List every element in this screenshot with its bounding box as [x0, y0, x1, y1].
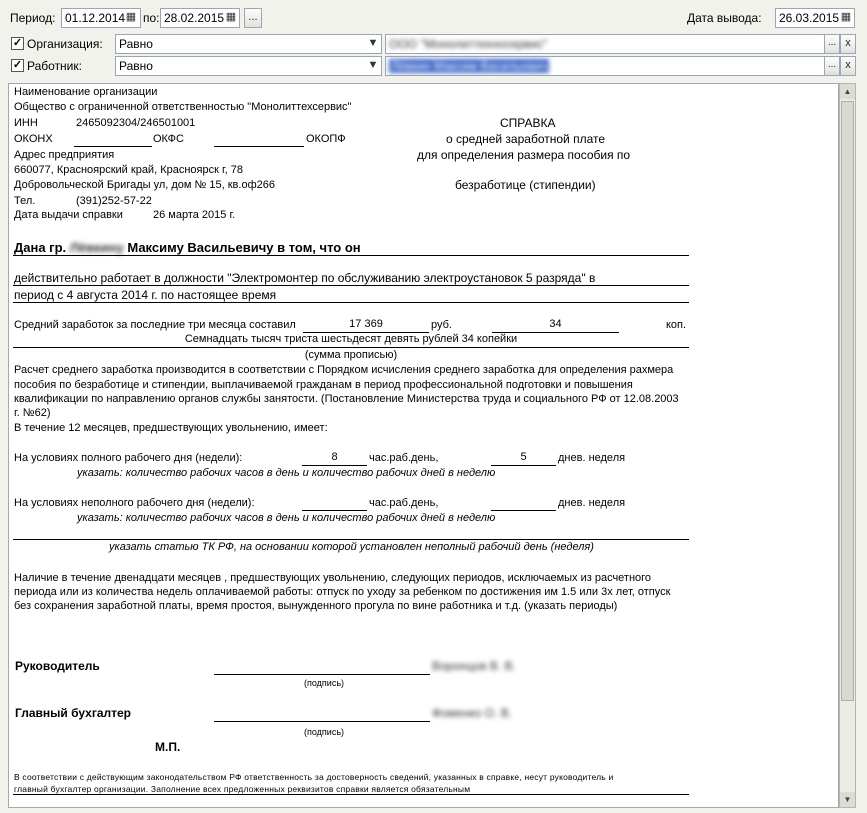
- footer-line-2: главный бухгалтер организации. Заполнение всех предложенных реквизитов справки является обязательным: [14, 784, 471, 794]
- periods-text-3: без сохранения заработной платы, время простоя, вынужденного прогула по вине работника и т.д. (указать периоды): [14, 600, 618, 612]
- issue-date: 26 марта 2015 г.: [153, 209, 236, 221]
- full-time-hint: указать: количество рабочих часов в день и количество рабочих дней в неделю: [77, 467, 496, 479]
- doc-subtitle-2: для определения размера пособия по: [417, 148, 631, 162]
- accountant-name: Фоменко О. В.: [432, 706, 513, 720]
- part-time-hint: указать: количество рабочих часов в день и количество рабочих дней в неделю: [77, 512, 496, 524]
- calc-text-2: пособия по безработице и стипендии, выплачиваемой гражданам в период профессиональной подготовки и повышения: [14, 379, 633, 391]
- accountant-signature-line: [214, 721, 430, 722]
- chevron-down-icon[interactable]: ▼: [367, 59, 379, 71]
- calc-text-1: Расчет среднего заработка производится в соответствии с Порядком исчисления среднего заработка для определения рахмера: [14, 364, 674, 376]
- employee-condition-select[interactable]: Равно: [115, 56, 382, 76]
- full-time-label: На условиях полного рабочего дня (недели):: [14, 452, 243, 464]
- given-suffix: в том, что он: [277, 240, 361, 255]
- works-line-1: действительно работает в должности "Электромонтер по обслуживанию электроустановок 5 разряда" в: [14, 271, 596, 285]
- kop-label: коп.: [666, 319, 687, 331]
- head-label: Руководитель: [15, 659, 100, 673]
- works-underline-1: [13, 285, 689, 286]
- doc-title: СПРАВКА: [500, 116, 556, 130]
- tel-value: (391)252-57-22: [76, 195, 152, 207]
- doc-subtitle-1: о средней заработной плате: [446, 132, 606, 146]
- output-date-field[interactable]: 26.03.2015: [775, 8, 855, 28]
- works-underline-2: [13, 302, 689, 303]
- vertical-scrollbar[interactable]: [839, 83, 856, 808]
- full-hours-line: [302, 465, 367, 466]
- head-signature-hint: (подпись): [304, 678, 345, 688]
- footer-line-1: В соответствии с действующим законодательством РФ ответственность за достоверность сведений, указанных в справке, несут руководитель и: [14, 772, 614, 782]
- calc-text-4: г. №62): [14, 407, 51, 419]
- calc-text-3: квалификации по направлению органов службы занятости. (Постановление Министерства труда и социального РФ от 12.08.2003: [14, 393, 679, 405]
- org-name: Общество с ограниченной ответственностью "Монолиттехсервис": [14, 101, 352, 113]
- employee-value: Лёвкин Максим Васильевич: [391, 59, 547, 73]
- rub-label: руб.: [431, 319, 452, 331]
- periods-text-2: периода или из количества недель оплачиваемой работы: отпуск по уходу за ребенком по достижения им 1.5 или 3х лет, отпуск: [14, 586, 671, 598]
- document-sheet[interactable]: [8, 83, 839, 808]
- within-12-months: В течение 12 месяцев, предшествующих увольнению, имеет:: [14, 422, 328, 434]
- periods-text-1: Наличие в течение двенадцати месяцев , предшествующих увольнению, следующих периодов, исключаемых из расчетного: [14, 572, 652, 584]
- given-prefix: Дана гр.: [14, 240, 67, 255]
- okfs-label: ОКФС: [153, 133, 184, 145]
- avg-label: Средний заработок за последние три месяца составил: [14, 319, 296, 331]
- org-name-label: Наименование организации: [14, 86, 158, 98]
- period-label: Период:: [10, 11, 56, 25]
- inn-label: ИНН: [14, 117, 38, 129]
- given-line: [14, 240, 361, 255]
- article-line: [13, 539, 689, 540]
- full-hours: 8: [331, 451, 338, 463]
- head-name: Воронцов В. В.: [432, 659, 516, 673]
- avg-words-line: [13, 347, 689, 348]
- scroll-thumb[interactable]: [841, 101, 854, 701]
- part-days-label: днев. неделя: [558, 497, 626, 509]
- part-days-line: [491, 510, 556, 511]
- part-hours-label: час.раб.день,: [369, 497, 439, 509]
- head-signature-line: [214, 674, 430, 675]
- given-surname: Лёвкину: [69, 240, 124, 255]
- scroll-down-icon[interactable]: ▼: [840, 792, 855, 807]
- organization-value: ООО "Монолиттехносервис": [389, 37, 548, 51]
- organization-value-field[interactable]: [385, 34, 856, 54]
- footer-underline: [13, 794, 689, 795]
- period-select-button[interactable]: ...: [244, 8, 262, 28]
- address-line2: Добровольческой Бригады ул, дом № 15, кв.оф266: [14, 179, 275, 191]
- okfs-line: [214, 146, 304, 147]
- calendar-icon[interactable]: ▦: [125, 11, 137, 23]
- part-time-label: На условиях неполного рабочего дня (недели):: [14, 497, 255, 509]
- okopf-label: ОКОПФ: [306, 133, 346, 145]
- calendar-icon[interactable]: ▦: [225, 11, 237, 23]
- organization-checkbox[interactable]: ✓: [12, 37, 23, 49]
- inn-value: 2465092304/246501001: [76, 117, 196, 129]
- okonh-label: ОКОНХ: [14, 133, 53, 145]
- avg-rub: 17 369: [349, 318, 383, 330]
- avg-words: Семнадцать тысяч триста шестьдесят девять рублей 34 копейки: [184, 333, 518, 345]
- works-line-2: период с 4 августа 2014 г. по настоящее время: [14, 288, 277, 302]
- avg-words-hint: (сумма прописью): [304, 349, 398, 361]
- okonh-line: [74, 146, 152, 147]
- address-line1: 660077, Красноярский край, Красноярск г, 78: [14, 164, 243, 176]
- given-name: Максиму Васильевичу: [127, 240, 274, 255]
- employee-clear-button[interactable]: x: [840, 56, 856, 76]
- address-label: Адрес предприятия: [14, 149, 115, 161]
- output-date-label: Дата вывода:: [687, 11, 762, 25]
- tel-label: Тел.: [14, 195, 36, 207]
- accountant-signature-hint: (подпись): [304, 727, 345, 737]
- employee-select-button[interactable]: ...: [824, 56, 840, 76]
- period-to-label: по:: [143, 11, 160, 25]
- full-days-line: [491, 465, 556, 466]
- avg-kop: 34: [549, 318, 562, 330]
- chevron-down-icon[interactable]: ▼: [367, 37, 379, 49]
- employee-label: Работник:: [27, 59, 82, 73]
- employee-value-field[interactable]: [385, 56, 856, 76]
- calendar-icon[interactable]: ▦: [840, 11, 852, 23]
- given-underline: [13, 255, 689, 256]
- accountant-label: Главный бухгалтер: [15, 706, 132, 720]
- period-to-field[interactable]: 28.02.2015: [160, 8, 240, 28]
- hours-label: час.раб.день,: [369, 452, 439, 464]
- scroll-up-icon[interactable]: ▲: [840, 84, 855, 99]
- full-days: 5: [520, 451, 527, 463]
- period-from-field[interactable]: 01.12.2014: [61, 8, 141, 28]
- days-label: днев. неделя: [558, 452, 626, 464]
- organization-label: Организация:: [27, 37, 103, 51]
- article-hint: указать статью ТК РФ, на основании которой установлен неполный рабочий день (неделя): [109, 541, 594, 553]
- doc-subtitle-3: безработице (стипендии): [455, 178, 596, 192]
- organization-clear-button[interactable]: x: [840, 34, 856, 54]
- stamp-label: М.П.: [155, 740, 181, 754]
- issue-date-label: Дата выдачи справки: [14, 209, 123, 221]
- organization-select-button[interactable]: ...: [824, 34, 840, 54]
- organization-condition-select[interactable]: Равно: [115, 34, 382, 54]
- employee-checkbox[interactable]: ✓: [12, 59, 23, 71]
- part-hours-line: [302, 510, 367, 511]
